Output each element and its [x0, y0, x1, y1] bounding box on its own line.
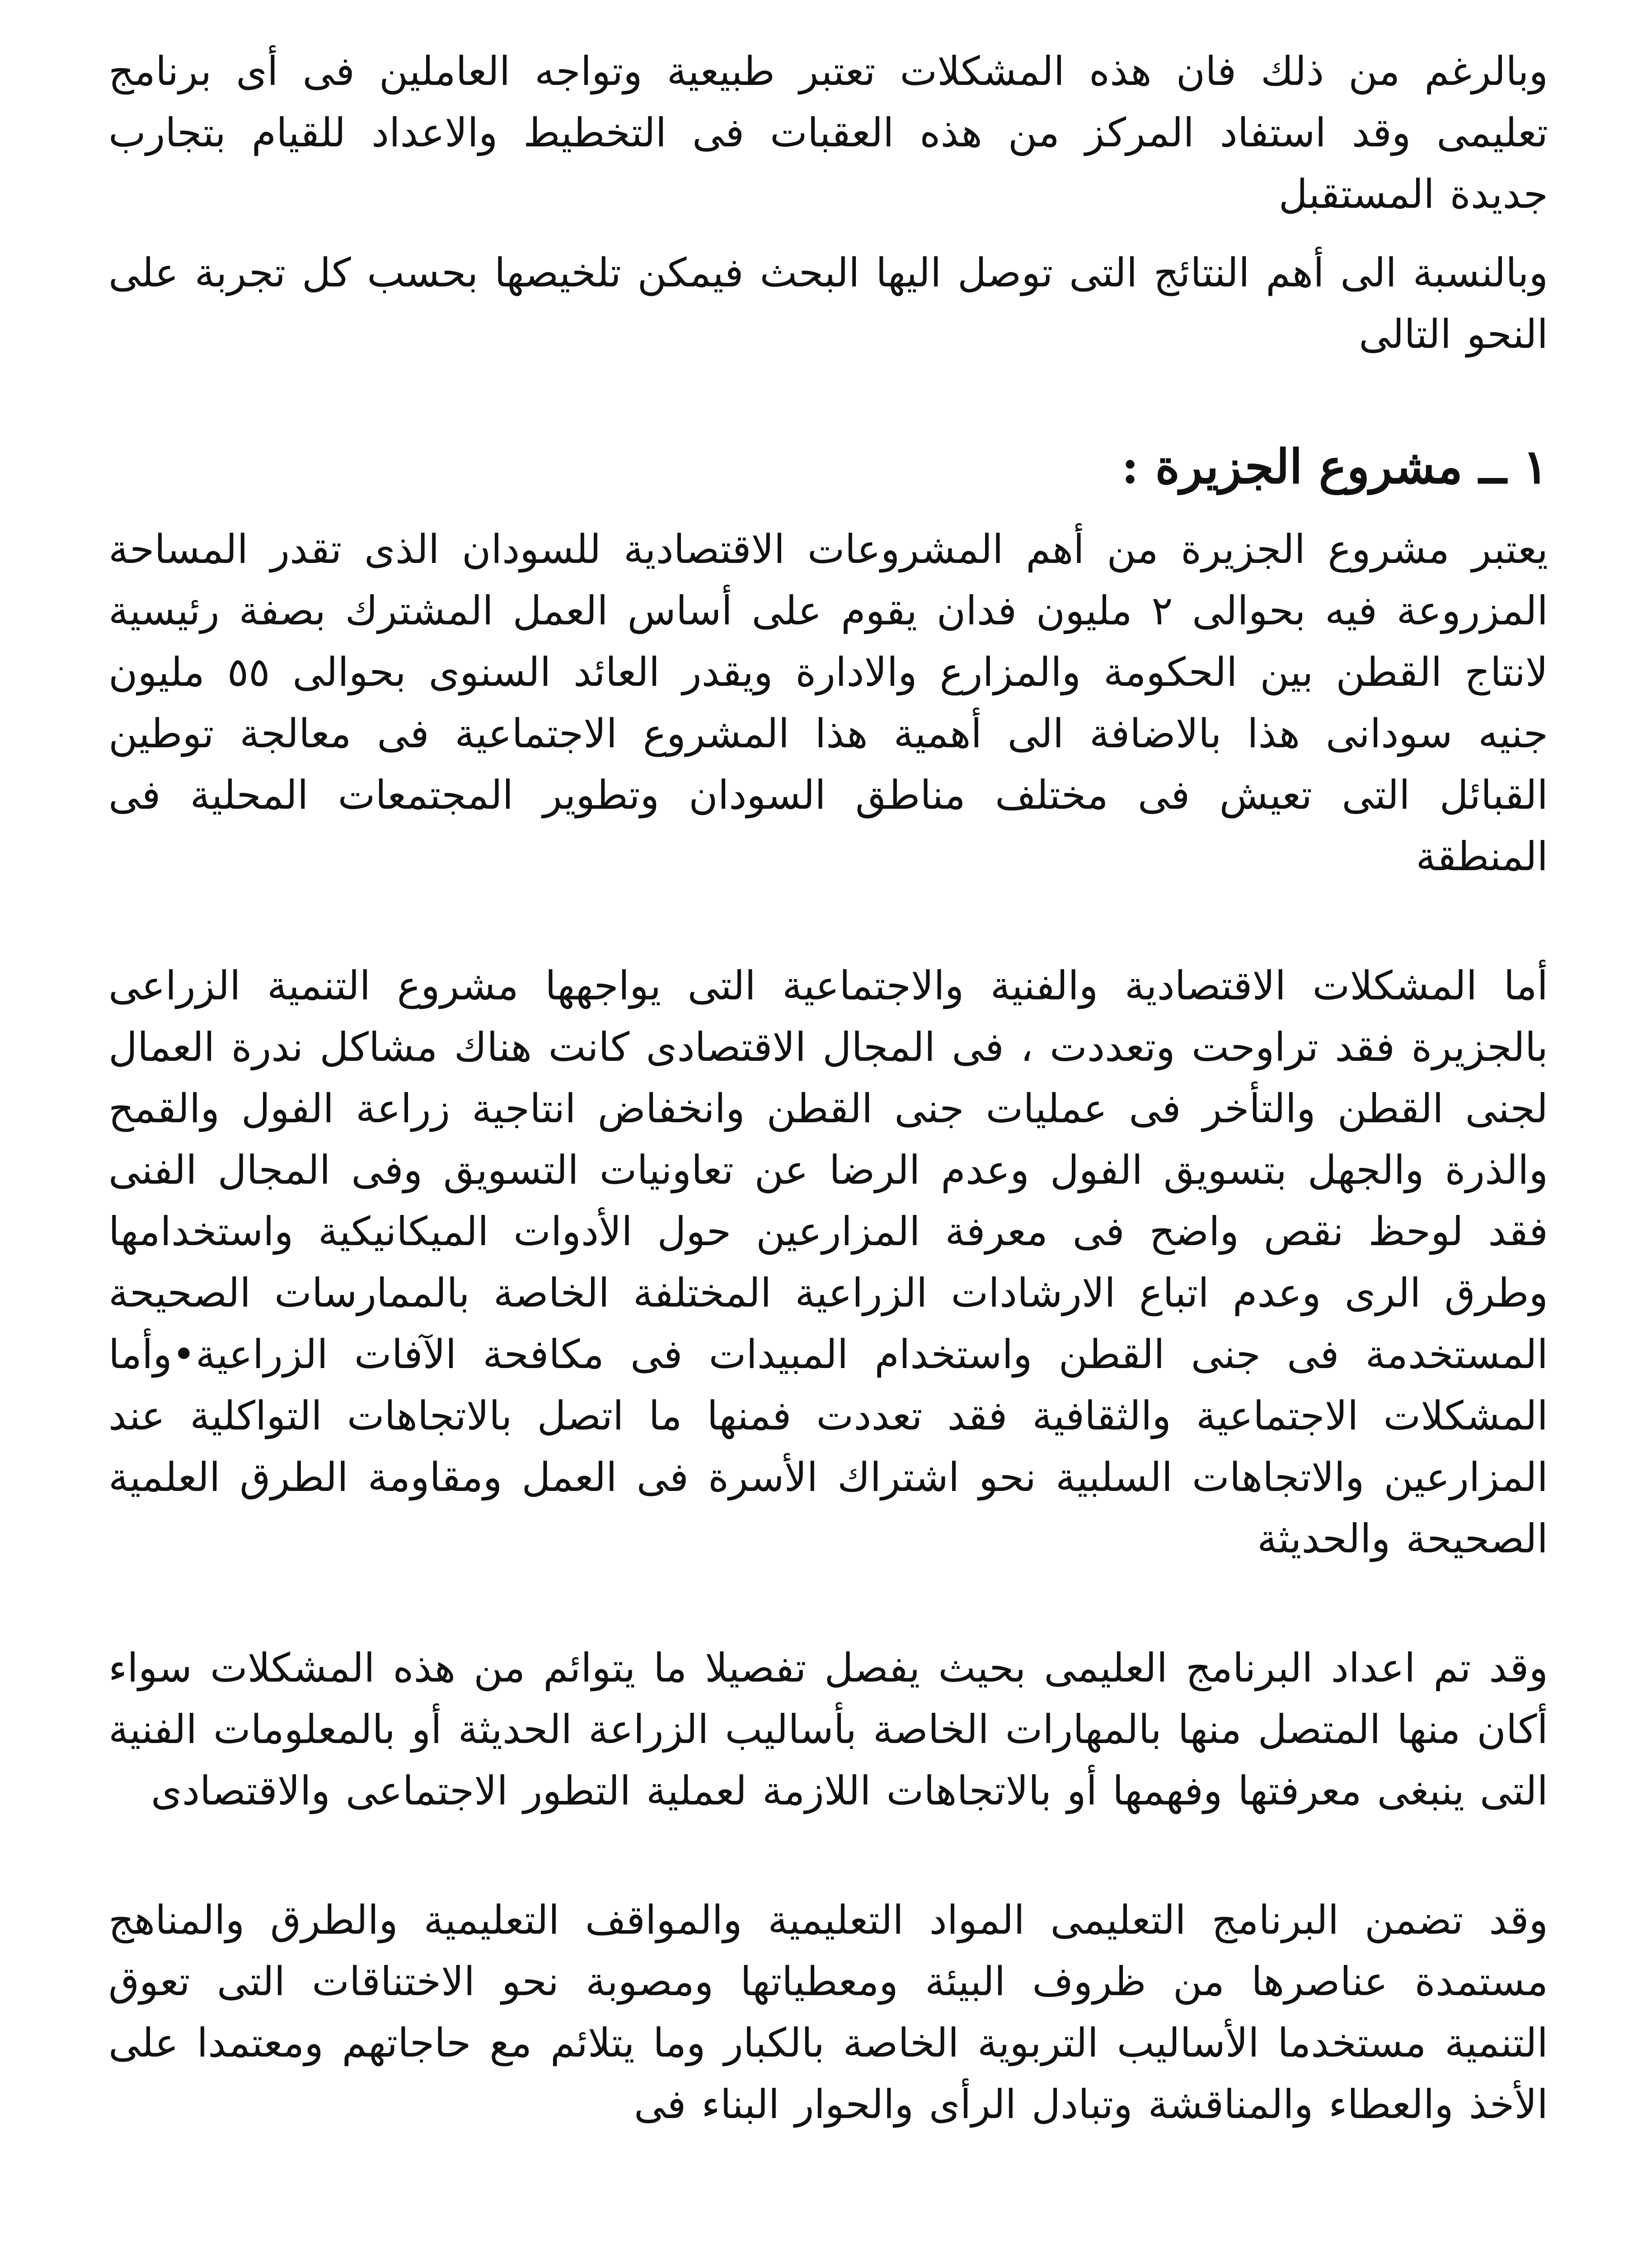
- paragraph-program-content: وقد تضمن البرنامج التعليمى المواد التعليمية والمواقف التعليمية والطرق والمناهج مستمدة عناصرها من ظروف البيئة ومعطياتها ومصوبة نحو الاختناقات التى تعوق التنمية مستخدما الأساليب التربوية الخاصة بالكبار وما يتلائم مع حاجاتهم ومعتمدا على الأخذ والعطاء والمناقشة وتبادل الرأى والحوار البناء فى: [108, 1897, 1548, 2128]
- paragraph-results-summary: وبالنسبة الى أهم النتائج التى توصل اليها البحث فيمكن تلخيصها بحسب كل تجربة على النحو التالى: [108, 249, 1548, 357]
- paragraph-intro-obstacles: وبالرغم من ذلك فان هذه المشكلات تعتبر طبيعية وتواجه العاملين فى أى برنامج تعليمى وقد استفاد المركز من هذه العقبات فى التخطيط والاعداد للقيام بتجارب جديدة المستقبل: [108, 48, 1548, 217]
- paragraph-program-preparation: وقد تم اعداد البرنامج العليمى بحيث يفصل تفصيلا ما يتوائم من هذه المشكلات سواء أكان منها المتصل منها بالمهارات الخاصة بأساليب الزراعة الحديثة أو بالمعلومات الفنية التى ينبغى معرفتها وفهمها أو بالاتجاهات اللازمة لعملية التطور الاجتماعى والاقتصادى: [108, 1645, 1548, 1814]
- section-heading-gezira-project: ١ ــ مشروع الجزيرة :: [1121, 439, 1548, 494]
- paragraph-gezira-problems: أما المشكلات الاقتصادية والفنية والاجتماعية التى يواجهها مشروع التنمية الزراعى بالجزيرة فقد تراوحت وتعددت ، فى المجال الاقتصادى كانت هناك مشاكل ندرة العمال لجنى القطن والتأخر فى عمليات جنى القطن وانخفاض انتاجية زراعة الفول والقمح والذرة والجهل بتسويق الفول وعدم الرضا عن تعاونيات التسويق وفى المجال الفنى فقد لوحظ نقص واضح فى معرفة المزارعين حول الأدوات الميكانيكية واستخدامها وطرق الرى وعدم اتباع الارشادات الزراعية المختلفة الخاصة بالممارسات الصحيحة المستخدمة فى جنى القطن واستخدام المبيدات فى مكافحة الآفات الزراعية•وأما المشكلات الاجتماعية والثقافية فقد تعددت فمنها ما اتصل بالاتجاهات التواكلية عند المزارعين والاتجاهات السلبية نحو اشتراك الأسرة فى العمل ومقاومة الطرق العلمية الصحيحة والحديثة: [108, 962, 1549, 1562]
- paragraph-gezira-description: يعتبر مشروع الجزيرة من أهم المشروعات الاقتصادية للسودان الذى تقدر المساحة المزروعة فيه بحوالى ٢ مليون فدان يقوم على أساس العمل المشترك بصفة رئيسية لانتاج القطن بين الحكومة والمزارع والادارة ويقدر العائد السنوى بحوالى ٥٥ مليون جنيه سودانى هذا بالاضافة الى أهمية هذا المشروع الاجتماعية فى معالجة توطين القبائل التى تعيش فى مختلف مناطق السودان وتطوير المجتمعات المحلية فى المنطقة: [108, 526, 1548, 880]
